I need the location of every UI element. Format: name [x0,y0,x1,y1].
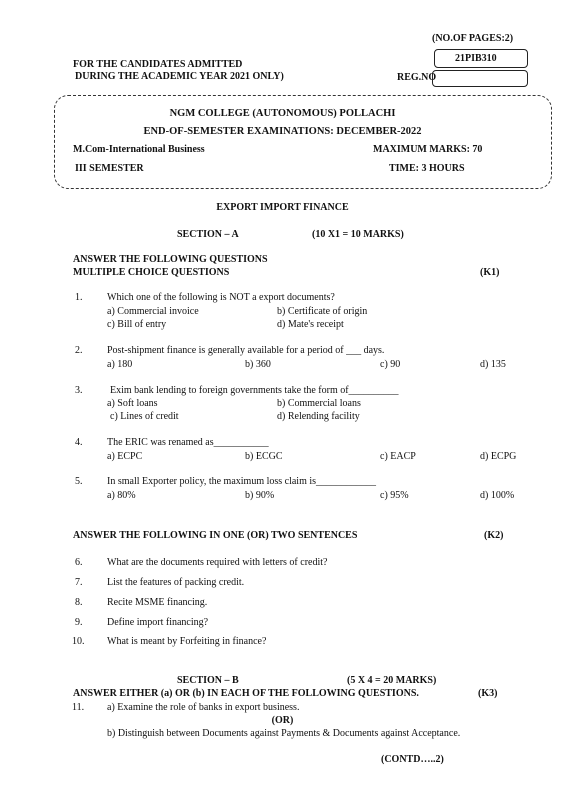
option-d: d) Relending facility [277,411,360,422]
question-number: 9. [75,617,83,628]
option-a: a) 180 [107,359,133,370]
option-b: b) Commercial loans [277,398,361,409]
section-a-title: SECTION – A [177,229,239,240]
question-option-a: a) Examine the role of banks in export business. [107,702,300,713]
question-text: Define import financing? [107,617,209,628]
option-a: a) ECPC [107,451,143,462]
or-separator: (OR) [271,715,294,726]
option-c: c) 95% [380,490,409,501]
continued-marker: (CONTD…..2) [381,754,444,765]
option-d: d) 100% [480,490,515,501]
question-number: 10. [72,636,85,647]
regno-box [432,70,528,87]
question-number: 1. [75,292,83,303]
option-b: b) Certificate of origin [277,306,368,317]
option-c: c) 90 [380,359,401,370]
semester: III SEMESTER [75,163,144,174]
question-text: List the features of packing credit. [107,577,245,588]
subject-title: EXPORT IMPORT FINANCE [216,202,349,213]
option-a: a) 80% [107,490,136,501]
question-text: What is meant by Forfeiting in finance? [107,636,267,647]
regno-label: REG.NO [397,72,437,83]
option-c: c) EACP [380,451,416,462]
mcq-level: (K1) [480,267,500,278]
question-number: 4. [75,437,83,448]
course-code-box [434,49,528,68]
short-answer-level: (K2) [484,530,504,541]
option-a: a) Soft loans [107,398,158,409]
question-text: In small Exporter policy, the maximum loss claim is____________ [107,476,377,487]
admit-line-1: FOR THE CANDIDATES ADMITTED [73,59,243,70]
option-c: c) Bill of entry [107,319,167,330]
question-number: 3. [75,385,83,396]
question-number: 7. [75,577,83,588]
question-number: 8. [75,597,83,608]
question-number: 11. [72,702,85,713]
question-text: The ERIC was renamed as___________ [107,437,269,448]
course-code: 21PIB310 [455,53,497,64]
question-text: Post-shipment finance is generally available for a period of ___ days. [107,345,385,356]
section-a-instruction: ANSWER THE FOLLOWING QUESTIONS [73,254,268,265]
option-d: d) ECPG [480,451,517,462]
section-b-instruction: ANSWER EITHER (a) OR (b) IN EACH OF THE FOLLOWING QUESTIONS. [73,688,419,699]
mcq-heading: MULTIPLE CHOICE QUESTIONS [73,267,230,278]
question-option-b: b) Distinguish between Documents against Payments & Documents against Acceptance. [107,728,461,739]
college-name: NGM COLLEGE (AUTONOMOUS) POLLACHI [169,108,396,119]
option-a: a) Commercial invoice [107,306,199,317]
question-number: 6. [75,557,83,568]
option-b: b) ECGC [245,451,283,462]
admit-line-2: DURING THE ACADEMIC YEAR 2021 ONLY) [75,71,284,82]
page-count: (NO.OF PAGES:2) [432,33,514,44]
section-b-title: SECTION – B [177,675,239,686]
question-text: Which one of the following is NOT a export documents? [107,292,335,303]
course-name: M.Com-International Business [73,144,205,155]
short-answer-heading: ANSWER THE FOLLOWING IN ONE (OR) TWO SENTENCES [73,530,358,541]
question-text: Recite MSME financing. [107,597,208,608]
question-text: Exim bank lending to foreign governments take the form of__________ [110,385,399,396]
option-c: c) Lines of credit [110,411,179,422]
time: TIME: 3 HOURS [389,163,465,174]
question-number: 2. [75,345,83,356]
option-d: d) Mate's receipt [277,319,344,330]
section-b-level: (K3) [478,688,498,699]
option-b: b) 90% [245,490,275,501]
option-b: b) 360 [245,359,271,370]
option-d: d) 135 [480,359,506,370]
question-number: 5. [75,476,83,487]
max-marks: MAXIMUM MARKS: 70 [373,144,483,155]
question-text: What are the documents required with letters of credit? [107,557,328,568]
exam-title: END-OF-SEMESTER EXAMINATIONS: DECEMBER-2022 [143,126,422,137]
section-a-marks: (10 X1 = 10 MARKS) [312,229,404,240]
section-b-marks: (5 X 4 = 20 MARKS) [347,675,437,686]
